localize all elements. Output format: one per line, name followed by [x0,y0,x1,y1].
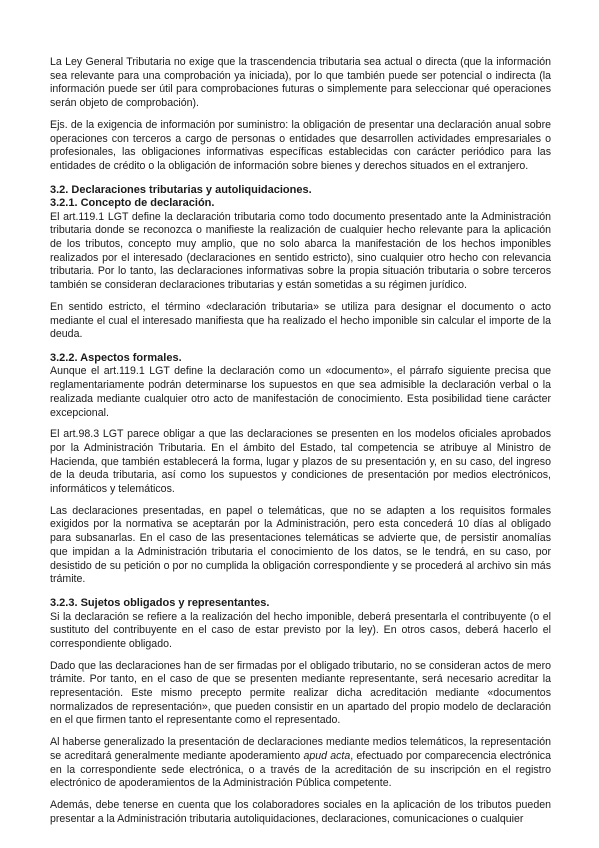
section-heading-3-2: 3.2. Declaraciones tributarias y autoliquidaciones. [50,183,312,196]
paragraph-sujetos-3-part-1: Al haberse generalizado la presentación de declaraciones mediante medios telemáticos, la representación se acreditará generalmente mediante apoderamiento [50,736,551,762]
paragraph-formales-2: El art.98.3 LGT parece obligar a que las declaraciones se presenten en los modelos oficiales aprobados por la Administración Tributaria. En el ámbito del Estado, tal competencia se atribuye al Ministro de Hacienda, que también establecerá la forma, lugar y plazos de su presentación y, en su caso, del ingreso de la deuda tributaria, así como los supuestos y condiciones de presentación por medios electrónicos, informáticos y telemáticos. [50,428,551,496]
paragraph-trascendencia: La Ley General Tributaria no exige que la trascendencia tributaria sea actual o directa (que la información sea relevante para una comprobación ya iniciada), por lo que también puede ser potencial o indirecta (la información puede ser útil para comprobaciones futuras o simplemente para seleccionar qué operaciones serán objeto de comprobación). [50,56,551,110]
paragraph-concepto-2: En sentido estricto, el término «declaración tributaria» se utiliza para designar el documento o acto mediante el cual el interesado manifiesta que ha realizado el hecho imponible sin calcular el importe de la deuda. [50,300,551,341]
paragraph-formales-1: Aunque el art.119.1 LGT define la declaración como un «documento», el párrafo siguiente precisa que reglamentariamente podrán determinarse los supuestos en que sea admisible la declaración verbal o la realizada mediante cualquier otro acto de manifestación de conocimiento. Esta posibilidad tiene carácter excepcional. [50,365,551,419]
paragraph-sujetos-2: Dado que las declaraciones han de ser firmadas por el obligado tributario, no se consideran actos de mero trámite. Por tanto, en el caso de que se presenten mediante representante, será necesario acreditar la representación. Este mismo precepto permite realizar dicha acreditación mediante «documentos normalizados de representación», que pueden consistir en un apartado del propio modelo de declaración en el que firmen tanto el representante como el representado. [50,659,551,727]
paragraph-sujetos-1: Si la declaración se refiere a la realización del hecho imponible, deberá presentarla el contribuyente (o el sustituto del contribuyente en el caso de estar previsto por la ley). En otros casos, deberá hacerlo el correspondiente obligado. [50,610,551,650]
paragraph-concepto-1: El art.119.1 LGT define la declaración tributaria como todo documento presentado ante la Administración tributaria donde se reconozca o manifieste la realización de cualquier hecho relevante para la aplicación de los tributos, concepto muy amplio, que no solo abarca la manifestación de los hechos imponibles realizados por el interesado (declaraciones en sentido estricto), sino cualquier otro hecho con relevancia tributaria. Por lo tanto, las declaraciones informativas sobre la propia situación tributaria o sobre terceros también se consideran declaraciones tributarias y están sometidas a su régimen jurídico. [50,210,551,292]
paragraph-formales-3: Las declaraciones presentadas, en papel o telemáticas, que no se adapten a los requisitos formales exigidos por la normativa se aceptarán por la Administración, pero esta concederá 10 días al obligado para subsanarlas. En el caso de las presentaciones telemáticas se advierte que, de persistir anomalías que impidan a la Administración tributaria el conocimiento de los datos, se le tendrá, en su caso, por desistido de su petición o por no cumplida la obligación correspondiente y se procederá al archivo sin más trámite. [50,504,551,586]
paragraph-sujetos-3 [50,736,551,791]
subsection-heading-3-2-2: 3.2.2. Aspectos formales. [50,351,182,364]
paragraph-ejemplos-suministro: Ejs. de la exigencia de información por suministro: la obligación de presentar una declaración anual sobre operaciones con terceros a cargo de personas o entidades que desarrollen actividades empresariales o profesionales, las obligaciones informativas específicas establecidas con carácter periódico para las entidades de crédito o la obligación de información sobre bienes y derechos situados en el extranjero. [50,118,551,172]
paragraph-sujetos-4: Además, debe tenerse en cuenta que los colaboradores sociales en la aplicación de los tributos pueden presentar a la Administración tributaria autoliquidaciones, declaraciones, comunicaciones o cualquier [50,798,551,825]
apud-acta-term: apud acta [303,749,351,762]
paragraph-sujetos-3-part-2: , efectuado por comparecencia electrónica en la correspondiente sede electrónica, o a través de la acreditación de su inscripción en el registro electrónico de apoderamientos de la Administración Pública competente. [50,749,551,790]
subsection-heading-3-2-1: 3.2.1. Concepto de declaración. [50,197,215,210]
subsection-heading-3-2-3: 3.2.3. Sujetos obligados y representantes. [50,597,270,609]
